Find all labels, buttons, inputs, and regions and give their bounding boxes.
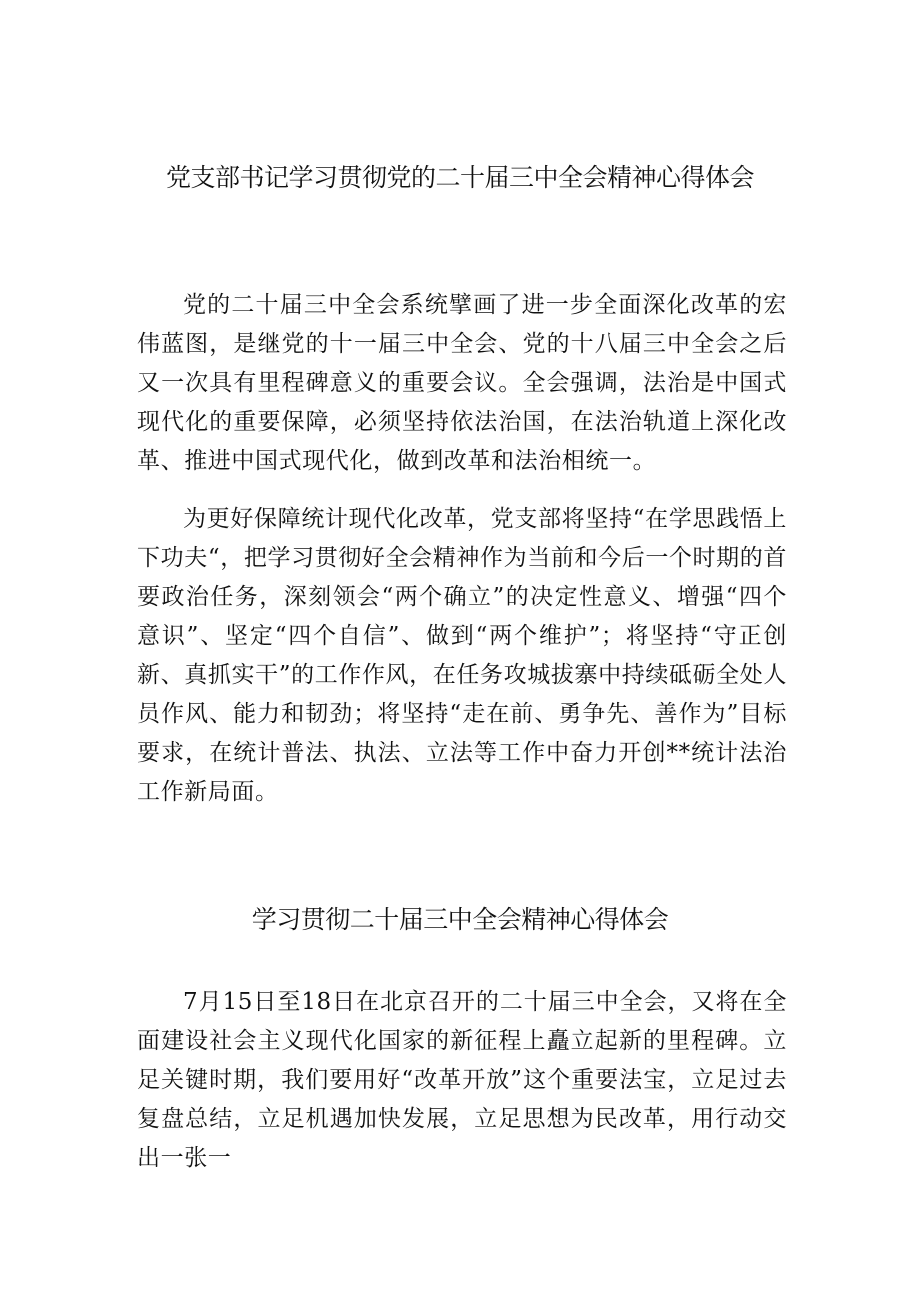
section-1-title: 党支部书记学习贯彻党的二十届三中全会精神心得体会 [165, 163, 754, 192]
section-1-paragraph-1: 党的二十届三中全会系统擘画了进一步全面深化改革的宏伟蓝图，是继党的十一届三中全会、党的十八届三中全会之后又一次具有里程碑意义的重要会议。全会强调，法治是中国式现代化的重要保障，必须坚持依法治国，在法治轨道上深化改革、推进中国式现代化，做到改革和法治相统一。 [137, 292, 787, 474]
section-1-paragraph-2: 为更好保障统计现代化改革，党支部将坚持“在学思践悟上下功夫“，把学习贯彻好全会精神作为当前和今后一个时期的首要政治任务，深刻领会“两个确立”的决定性意义、增强“四个意识”、坚定“四个自信”、做到“两个维护”；将坚持“守正创新、真抓实干”的工作作风，在任务攻城拔寨中持续砥砺全处人员作风、能力和韧劲；将坚持“走在前、勇争先、善作为”目标要求，在统计普法、执法、立法等工作中奋力开创**统计法治工作新局面。 [137, 506, 787, 805]
section-2-title: 学习贯彻二十届三中全会精神心得体会 [251, 905, 669, 934]
section-2-paragraph-1: 7月15日至18日在北京召开的二十届三中全会，又将在全面建设社会主义现代化国家的新征程上矗立起新的里程碑。立足关键时期，我们要用好“改革开放”这个重要法宝，立足过去复盘总结，立足机遇加快发展，立足思想为民改革，用行动交出一张一 [137, 989, 787, 1171]
